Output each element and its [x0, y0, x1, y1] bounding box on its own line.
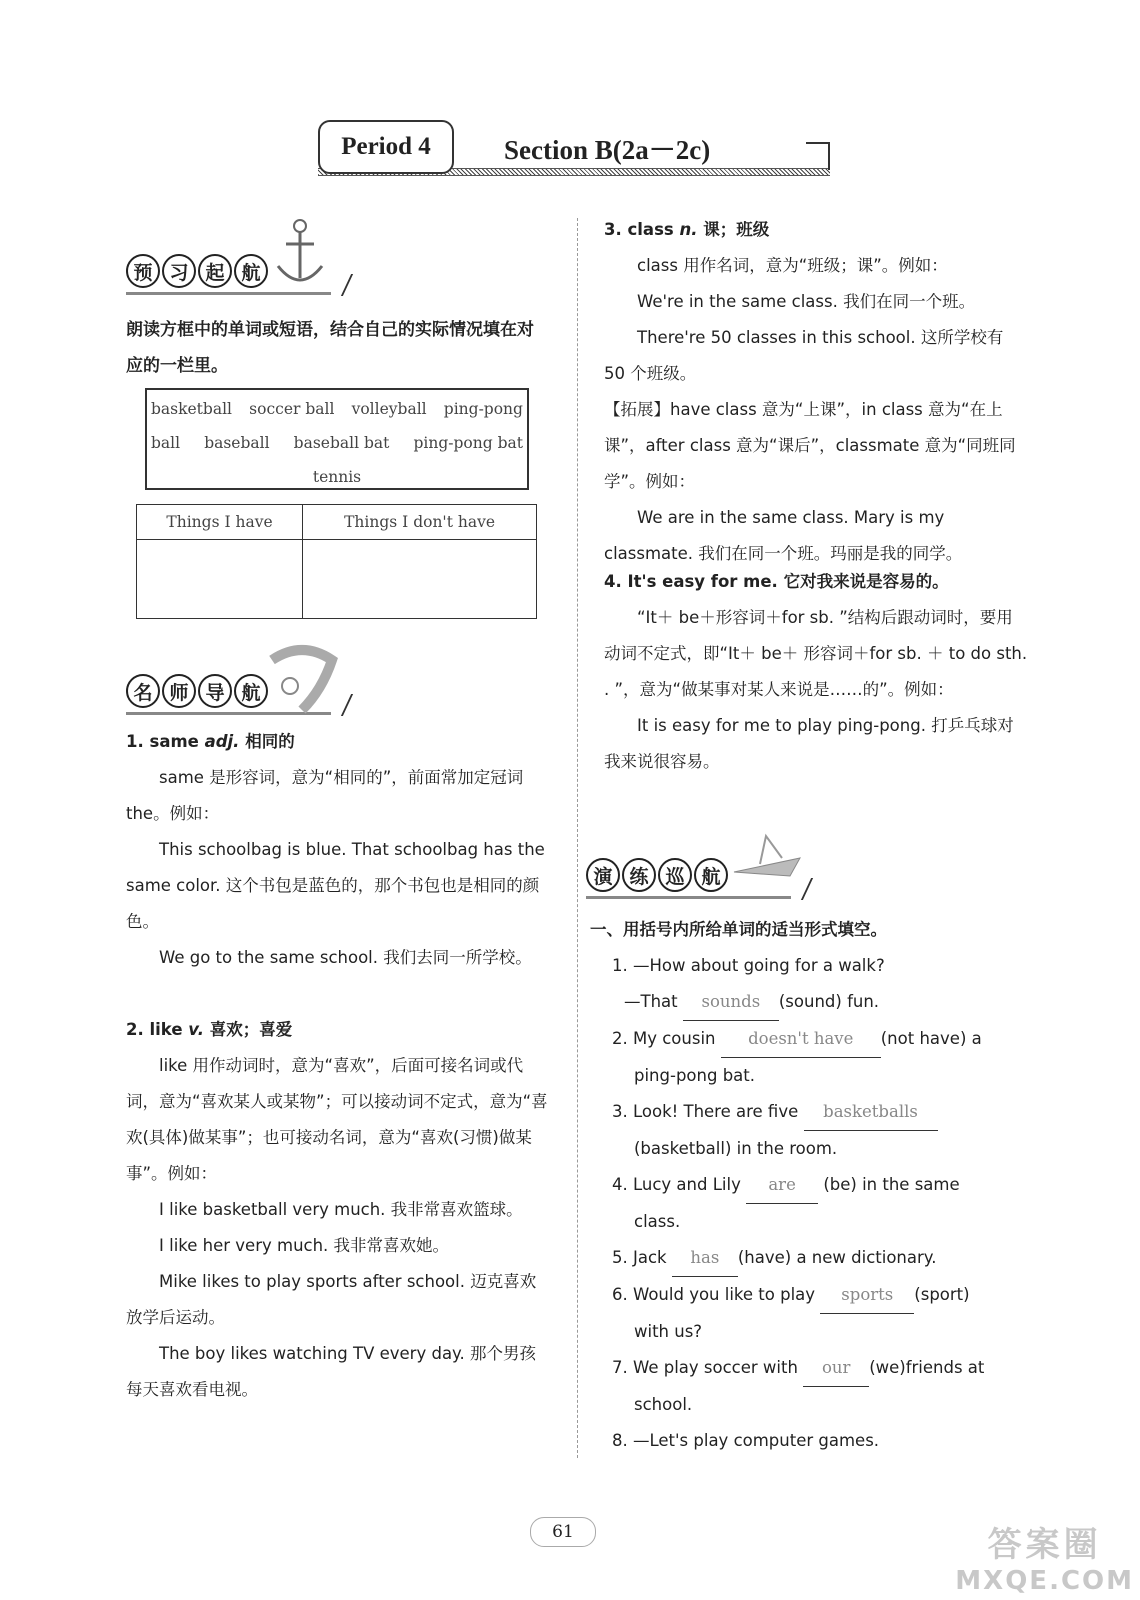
- answer-blank[interactable]: sports: [820, 1277, 914, 1314]
- word: baseball: [204, 434, 270, 452]
- word: baseball bat: [293, 434, 390, 452]
- exercise-q3: 3. Look! There are five basketballs (basketball) in the room.: [590, 1094, 1030, 1167]
- guide-text: like 用作动词时，意为“喜欢”，后面可接名词或代词，意为“喜欢某人或某物”；可以接动词不定式，意为“喜欢(具体)做某事”；也可接动名词，意为“喜欢(习惯)做某事”。例如：: [126, 1056, 548, 1183]
- banner-char: 演: [586, 858, 620, 892]
- guide-example: I like basketball very much. 我非常喜欢篮球。: [159, 1200, 523, 1219]
- word: ping-pong bat: [413, 434, 523, 452]
- header-corner-mark: [806, 142, 830, 170]
- banner-char: 预: [126, 254, 160, 288]
- things-have-header: Things I have: [137, 505, 303, 540]
- guide-item-2: 2. like v. 喜欢；喜爱 like 用作动词时，意为“喜欢”，后面可接名词或代词，意为“喜欢某人或某物”；可以接动词不定式，意为“喜欢(具体)做某事”；也可接动名词，意为“喜欢(习惯)做某事”。例如： I like basketball very much. 我非常喜欢篮球。 I like her very much. 我非常喜欢她。 Mike likes to play sports after school. 迈克喜欢放学后运动。 The boy likes watching TV every day. 那个男孩每天喜欢看电视。: [126, 1012, 548, 1408]
- exercise-q8: 8. —Let's play computer games.: [612, 1431, 880, 1450]
- guide-text: same 是形容词，意为“相同的”，前面常加定冠词 the。例如：: [126, 768, 524, 823]
- word-row: [151, 392, 523, 426]
- word: tennis: [312, 468, 362, 486]
- watermark-en: MXQE.COM: [955, 1566, 1134, 1596]
- guide-item-1: 1. same adj. 相同的 same 是形容词，意为“相同的”，前面常加定冠词 the。例如： This schoolbag is blue. That schoolbag has the same color. 这个书包是蓝色的，那个书包也是相同的颜色。 We go to the same school. 我们去同一所学校。: [126, 724, 548, 976]
- page-number: 61: [530, 1517, 596, 1547]
- banner-char: 航: [234, 254, 268, 288]
- banner-char: 航: [694, 858, 728, 892]
- anchor-icon: [270, 216, 340, 296]
- answer-blank[interactable]: our: [803, 1350, 869, 1387]
- guide-example: We go to the same school. 我们去同一所学校。: [159, 948, 532, 967]
- exercise-title: 一、用括号内所给单词的适当形式填空。: [590, 920, 887, 939]
- exercise-q6: 6. Would you like to play sports (sport) with us?: [590, 1277, 1030, 1350]
- exercise-q7: 7. We play soccer with our (we)friends at school.: [590, 1350, 1030, 1423]
- site-watermark: [955, 1517, 1134, 1596]
- guide-example: I like her very much. 我非常喜欢她。: [159, 1236, 450, 1255]
- banner-char: 师: [162, 674, 196, 708]
- things-dont-have-header: Things I don't have: [303, 505, 537, 540]
- answer-blank[interactable]: are: [746, 1167, 818, 1204]
- column-divider: [577, 218, 578, 1458]
- guide-example: This schoolbag is blue. That schoolbag has the same color. 这个书包是蓝色的，那个书包也是相同的颜色。: [126, 840, 545, 931]
- guide-example: There're 50 classes in this school. 这所学校有 50 个班级。: [604, 328, 1004, 383]
- ship-icon: [730, 828, 810, 888]
- word-row: [151, 460, 523, 494]
- exercise-q2: 2. My cousin doesn't have (not have) a ping-pong bat.: [590, 1021, 1030, 1094]
- word-box: [145, 388, 529, 490]
- guide-text: class 用作名词，意为“班级；课”。例如：: [637, 256, 948, 275]
- banner-char: 导: [198, 674, 232, 708]
- banner-char: 起: [198, 254, 232, 288]
- answer-blank[interactable]: basketballs: [804, 1094, 938, 1131]
- trophy-ribbon-icon: [262, 640, 342, 714]
- things-table: [136, 504, 537, 619]
- answer-blank[interactable]: has: [672, 1240, 738, 1277]
- guide-example: Mike likes to play sports after school. 迈克喜欢放学后运动。: [126, 1272, 537, 1327]
- answer-blank[interactable]: doesn't have: [721, 1021, 881, 1058]
- word: ball: [151, 434, 181, 452]
- period-label: Period 4: [318, 120, 454, 174]
- word: ping-pong: [443, 400, 523, 418]
- exercise-q5: 5. Jack has (have) a new dictionary.: [590, 1240, 1030, 1277]
- guide-example: We are in the same class. Mary is my classmate. 我们在同一个班。玛丽是我的同学。: [604, 508, 963, 563]
- banner-char: 航: [234, 674, 268, 708]
- word: basketball: [151, 400, 232, 418]
- word: soccer ball: [249, 400, 335, 418]
- guide-item-4: 4. It's easy for me. 它对我来说是容易的。 “It＋ be＋形容词＋for sb. ”结构后跟动词时，要用动词不定式，即“It＋ be＋ 形容词＋for sb. ＋ to do sth. . ”，意为“做某事对某人来说是……的”。例如： It is easy for me to play ping-pong. 打乒乓球对我来说很容易。: [604, 564, 1028, 780]
- banner-char: 练: [622, 858, 656, 892]
- exercise-q1: 1. —How about going for a walk? —That sounds (sound) fun.: [590, 948, 1030, 1021]
- exercise-q4: 4. Lucy and Lily are (be) in the same class.: [590, 1167, 1030, 1240]
- banner-char: 习: [162, 254, 196, 288]
- page-header: [318, 118, 838, 182]
- guide-item-3: 3. class n. 课；班级 class 用作名词，意为“班级；课”。例如： We're in the same class. 我们在同一个班。 There're 50 classes in this school. 这所学校有 50 个班级。 【拓展】have class 意为“上课”，in class 意为“在上课”，after class 意为“课后”，classmate 意为“同班同学”。例如： We are in the same class. Mary is my classmate. 我们在同一个班。玛丽是我的同学。: [604, 212, 1028, 572]
- word-row: [151, 426, 523, 460]
- banner-char: 巡: [658, 858, 692, 892]
- guide-example: We're in the same class. 我们在同一个班。: [637, 292, 976, 311]
- exercise-section: [590, 912, 1030, 1459]
- things-dont-have-cell[interactable]: [303, 540, 537, 619]
- word: volleyball: [351, 400, 427, 418]
- things-have-cell[interactable]: [137, 540, 303, 619]
- guide-example: The boy likes watching TV every day. 那个男孩每天喜欢看电视。: [126, 1344, 536, 1399]
- guide-text: “It＋ be＋形容词＋for sb. ”结构后跟动词时，要用动词不定式，即“It＋ be＋ 形容词＋for sb. ＋ to do sth. . ”，意为“做某事对某人来说是……的”。例如：: [604, 608, 1028, 699]
- guide-example: It is easy for me to play ping-pong. 打乒乓球对我来说很容易。: [604, 716, 1014, 771]
- answer-blank[interactable]: sounds: [683, 984, 779, 1021]
- watermark-cn: 答案圈: [987, 1525, 1102, 1565]
- section-title: Section B(2a－2c): [504, 135, 711, 165]
- banner-char: 名: [126, 674, 160, 708]
- preview-instruction: 朗读方框中的单词或短语，结合自己的实际情况填在对应的一栏里。: [126, 320, 534, 376]
- guide-extension: 【拓展】have class 意为“上课”，in class 意为“在上课”，after class 意为“课后”，classmate 意为“同班同学”。例如：: [604, 400, 1016, 491]
